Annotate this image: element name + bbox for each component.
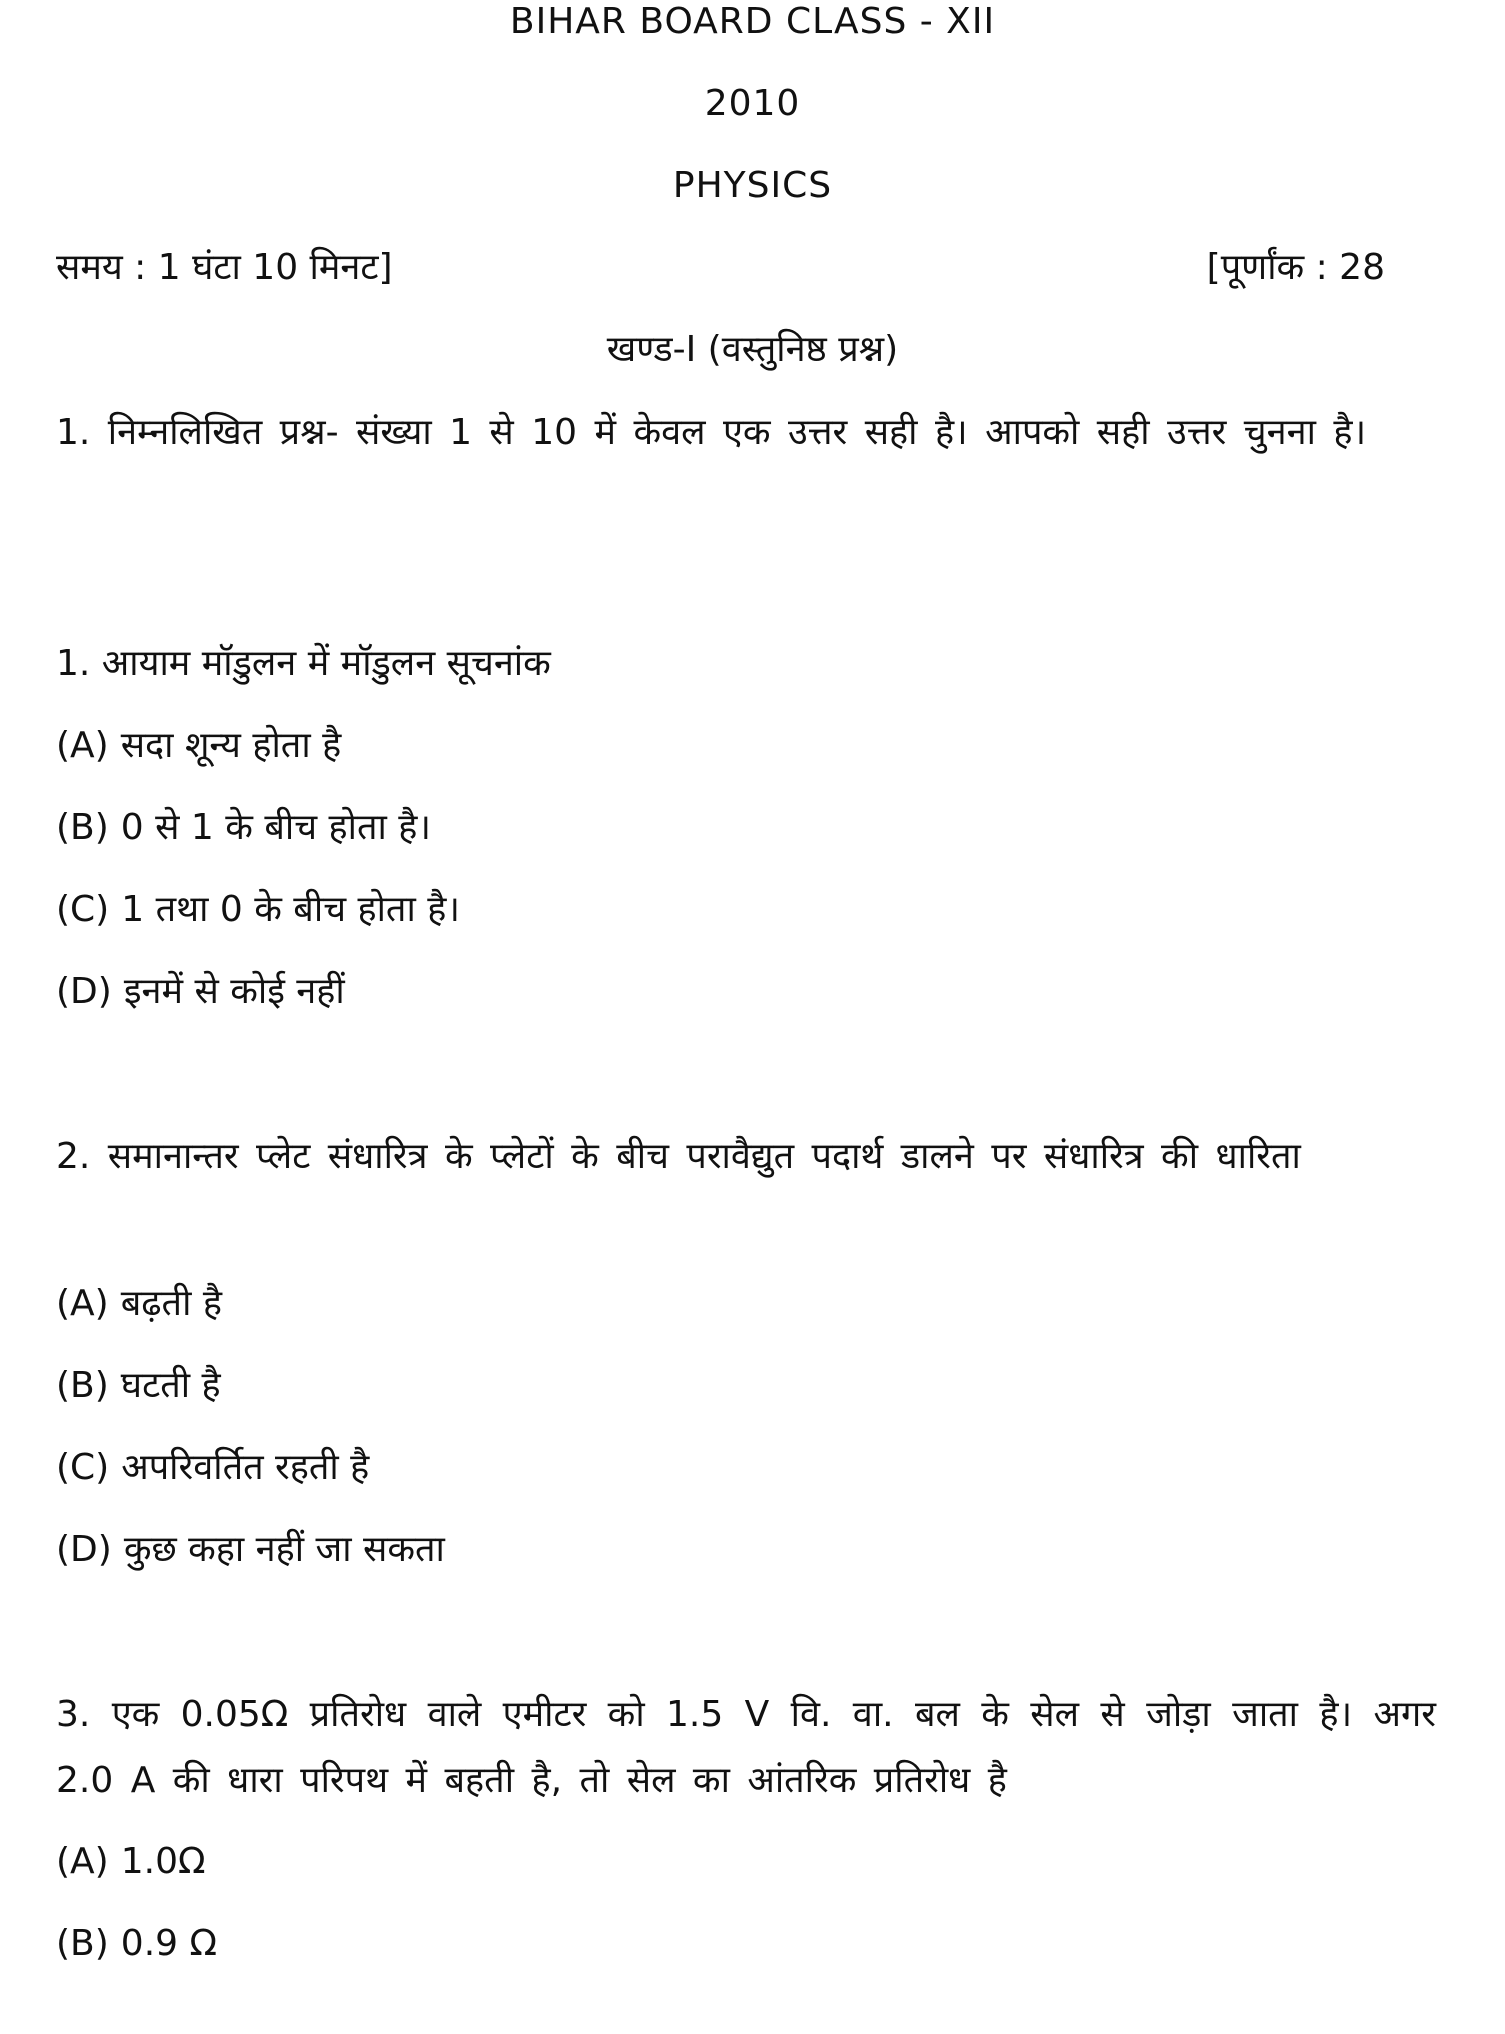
question-3-option-a (56, 1840, 205, 1884)
question-1-option-d (56, 970, 345, 1014)
option-text: कुछ कहा नहीं जा सकता (123, 1529, 445, 1570)
subject-title: PHYSICS (672, 165, 833, 206)
question-2-option-a (56, 1282, 222, 1326)
option-text: 1.0Ω (120, 1841, 206, 1882)
option-label: (B) (56, 807, 109, 848)
question-2-option-b (56, 1364, 221, 1408)
option-text: सदा शून्य होता है (120, 725, 342, 766)
time-allowed: समय : 1 घंटा 10 मिनट] (56, 247, 393, 288)
question-1-text: 1. आयाम मॉडुलन में मॉडुलन सूचनांक (56, 643, 551, 684)
option-label: (B) (56, 1923, 109, 1964)
option-label: (D) (56, 1529, 112, 1570)
option-text: बढ़ती है (120, 1283, 222, 1324)
option-text: 1 तथा 0 के बीच होता है। (121, 889, 460, 930)
question-2-option-d (56, 1528, 445, 1572)
question-3-option-b (56, 1922, 217, 1966)
section-instruction: 1. निम्नलिखित प्रश्न- संख्या 1 से 10 में केवल एक उत्तर सही है। आपको सही उत्तर चुनना है। (56, 412, 1367, 453)
option-label: (D) (56, 971, 112, 1012)
question-3-text: 3. एक 0.05Ω प्रतिरोध वाले एमीटर को 1.5 V वि. वा. बल के सेल से जोड़ा जाता है। अगर 2.0 A की धारा परिपथ में बहती है, तो सेल का आंतरिक प्रतिरोध है (56, 1694, 1436, 1801)
option-text: घटती है (120, 1365, 221, 1406)
question-1-option-c (56, 888, 460, 932)
question-2-text: 2. समानान्तर प्लेट संधारित्र के प्लेटों के बीच परावैद्युत पदार्थ डालने पर संधारित्र की धारिता (56, 1136, 1301, 1177)
option-text: इनमें से कोई नहीं (123, 971, 345, 1012)
board-title: BIHAR BOARD CLASS - XII (509, 1, 996, 42)
option-label: (B) (56, 1365, 109, 1406)
question-1-option-b (56, 806, 431, 850)
exam-year: 2010 (704, 83, 801, 124)
option-text: 0.9 Ω (120, 1923, 218, 1964)
option-label: (C) (56, 889, 110, 930)
section-title: खण्ड-I (वस्तुनिष्ठ प्रश्न) (606, 329, 899, 370)
question-1-option-a (56, 724, 341, 768)
full-marks: [पूर्णांक : 28 (1206, 247, 1385, 288)
option-label: (C) (56, 1447, 110, 1488)
option-label: (A) (56, 1841, 109, 1882)
option-text: 0 से 1 के बीच होता है। (120, 807, 432, 848)
option-text: अपरिवर्तित रहती है (121, 1447, 370, 1488)
option-label: (A) (56, 725, 109, 766)
question-2-option-c (56, 1446, 369, 1490)
option-label: (A) (56, 1283, 109, 1324)
